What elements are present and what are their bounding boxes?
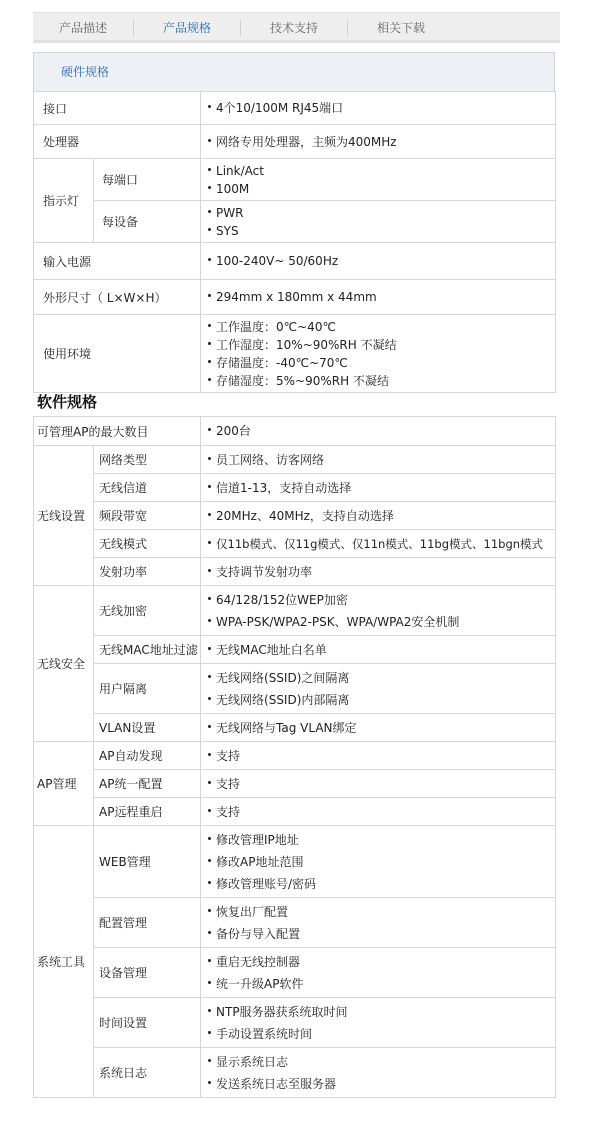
bullet-item: PWR <box>207 204 555 222</box>
bullet-item: WPA-PSK/WPA2-PSK、WPA/WPA2安全机制 <box>207 611 555 633</box>
spec-label: AP远程重启 <box>94 798 201 826</box>
spec-label: 系统日志 <box>94 1048 201 1098</box>
spec-group-label: 无线设置 <box>34 446 94 586</box>
table-row <box>34 243 556 280</box>
table-row <box>34 315 556 393</box>
spec-value <box>201 998 556 1048</box>
spec-value: 无线MAC地址白名单 <box>201 636 556 664</box>
spec-value: 支持 <box>201 770 556 798</box>
table-row <box>34 742 556 770</box>
table-row <box>34 446 556 474</box>
spec-value <box>201 586 556 636</box>
spec-value <box>201 898 556 948</box>
table-row <box>34 798 556 826</box>
bullet-item: NTP服务器获系统取时间 <box>207 1001 555 1023</box>
tab-tech-support[interactable]: 技术支持 <box>269 21 318 35</box>
spec-value: 支持调节发射功率 <box>201 558 556 586</box>
spec-value <box>201 315 556 393</box>
table-row <box>34 558 556 586</box>
tab-downloads[interactable]: 相关下载 <box>376 21 425 35</box>
bullet-item: SYS <box>207 222 555 240</box>
spec-label: AP自动发现 <box>94 742 201 770</box>
spec-value: 100-240V~ 50/60Hz <box>201 243 556 280</box>
table-row <box>34 1048 556 1098</box>
bullet-item: Link/Act <box>207 162 555 180</box>
table-row <box>34 586 556 636</box>
spec-label: 时间设置 <box>94 998 201 1048</box>
bullet-item: 修改管理IP地址 <box>207 829 555 851</box>
spec-value <box>201 664 556 714</box>
spec-value <box>201 826 556 898</box>
spec-label: 每设备 <box>94 201 201 243</box>
table-row <box>34 636 556 664</box>
table-row <box>34 159 556 201</box>
table-row <box>34 998 556 1048</box>
spec-label: VLAN设置 <box>94 714 201 742</box>
bullet-item: 恢复出厂配置 <box>207 901 555 923</box>
spec-label: 发射功率 <box>94 558 201 586</box>
table-row <box>34 948 556 998</box>
spec-value <box>201 948 556 998</box>
bullet-item: 工作温度：0℃~40℃ <box>207 318 555 336</box>
bullet-item: 统一升级AP软件 <box>207 973 555 995</box>
bullet-item: 发送系统日志至服务器 <box>207 1073 555 1095</box>
spec-value: 200台 <box>201 417 556 446</box>
spec-group-label: 指示灯 <box>34 159 94 243</box>
bullet-item: 显示系统日志 <box>207 1051 555 1073</box>
spec-label: 配置管理 <box>94 898 201 948</box>
spec-value: 20MHz、40MHz，支持自动选择 <box>201 502 556 530</box>
software-spec-table <box>33 416 556 1098</box>
spec-value: 支持 <box>201 798 556 826</box>
bullet-item: 备份与导入配置 <box>207 923 555 945</box>
spec-label: 无线信道 <box>94 474 201 502</box>
spec-label: 处理器 <box>34 125 201 159</box>
bullet-item: 无线网络(SSID)之间隔离 <box>207 667 555 689</box>
bullet-item: 无线网络(SSID)内部隔离 <box>207 689 555 711</box>
hardware-spec-table <box>33 91 556 393</box>
spec-label: 使用环境 <box>34 315 201 393</box>
spec-label: 可管理AP的最大数目 <box>34 417 201 446</box>
tab-product-specs[interactable]: 产品规格 <box>162 21 211 35</box>
bullet-item: 存储湿度：5%~90%RH 不凝结 <box>207 372 555 390</box>
spec-label: 输入电源 <box>34 243 201 280</box>
spec-value: 员工网络、访客网络 <box>201 446 556 474</box>
spec-value: 网络专用处理器，主频为400MHz <box>201 125 556 159</box>
table-row <box>34 770 556 798</box>
spec-value <box>201 159 556 201</box>
spec-value: 4个10/100M RJ45端口 <box>201 92 556 125</box>
bullet-item: 工作湿度：10%~90%RH 不凝结 <box>207 336 555 354</box>
table-row <box>34 530 556 558</box>
spec-label: 网络类型 <box>94 446 201 474</box>
spec-label: 外形尺寸（ L×W×H） <box>34 280 201 315</box>
table-row <box>34 474 556 502</box>
spec-label: 频段带宽 <box>94 502 201 530</box>
spec-group-label: AP管理 <box>34 742 94 826</box>
spec-label: 接口 <box>34 92 201 125</box>
table-row <box>34 664 556 714</box>
spec-label: AP统一配置 <box>94 770 201 798</box>
table-row <box>34 898 556 948</box>
spec-label: 无线加密 <box>94 586 201 636</box>
spec-label: 无线MAC地址过滤 <box>94 636 201 664</box>
bullet-item: 重启无线控制器 <box>207 951 555 973</box>
spec-value: 信道1-13，支持自动选择 <box>201 474 556 502</box>
spec-group-label: 系统工具 <box>34 826 94 1098</box>
hardware-spec-header <box>33 52 555 92</box>
spec-value: 无线网络与Tag VLAN绑定 <box>201 714 556 742</box>
spec-label: 设备管理 <box>94 948 201 998</box>
bullet-item: 手动设置系统时间 <box>207 1023 555 1045</box>
tab-product-description[interactable]: 产品描述 <box>58 21 107 35</box>
table-row <box>34 502 556 530</box>
spec-value <box>201 1048 556 1098</box>
spec-value: 294mm x 180mm x 44mm <box>201 280 556 315</box>
bullet-item: 修改管理账号/密码 <box>207 873 555 895</box>
table-row <box>34 201 556 243</box>
table-row <box>34 125 556 159</box>
software-spec-title: 软件规格 <box>37 393 98 411</box>
bullet-item: 存储温度：-40℃~70℃ <box>207 354 555 372</box>
spec-label: 每端口 <box>94 159 201 201</box>
bullet-item: 修改AP地址范围 <box>207 851 555 873</box>
bullet-item: 100M <box>207 180 555 198</box>
spec-label: 用户隔离 <box>94 664 201 714</box>
tab-bar <box>33 12 560 43</box>
table-row <box>34 417 556 446</box>
spec-label: WEB管理 <box>94 826 201 898</box>
table-row <box>34 280 556 315</box>
spec-value <box>201 201 556 243</box>
table-row <box>34 92 556 125</box>
table-row <box>34 826 556 898</box>
hardware-spec-title: 硬件规格 <box>61 65 110 79</box>
spec-label: 无线模式 <box>94 530 201 558</box>
spec-group-label: 无线安全 <box>34 586 94 742</box>
table-row <box>34 714 556 742</box>
spec-value: 仅11b模式、仅11g模式、仅11n模式、11bg模式、11bgn模式 <box>201 530 556 558</box>
bullet-item: 64/128/152位WEP加密 <box>207 589 555 611</box>
spec-value: 支持 <box>201 742 556 770</box>
